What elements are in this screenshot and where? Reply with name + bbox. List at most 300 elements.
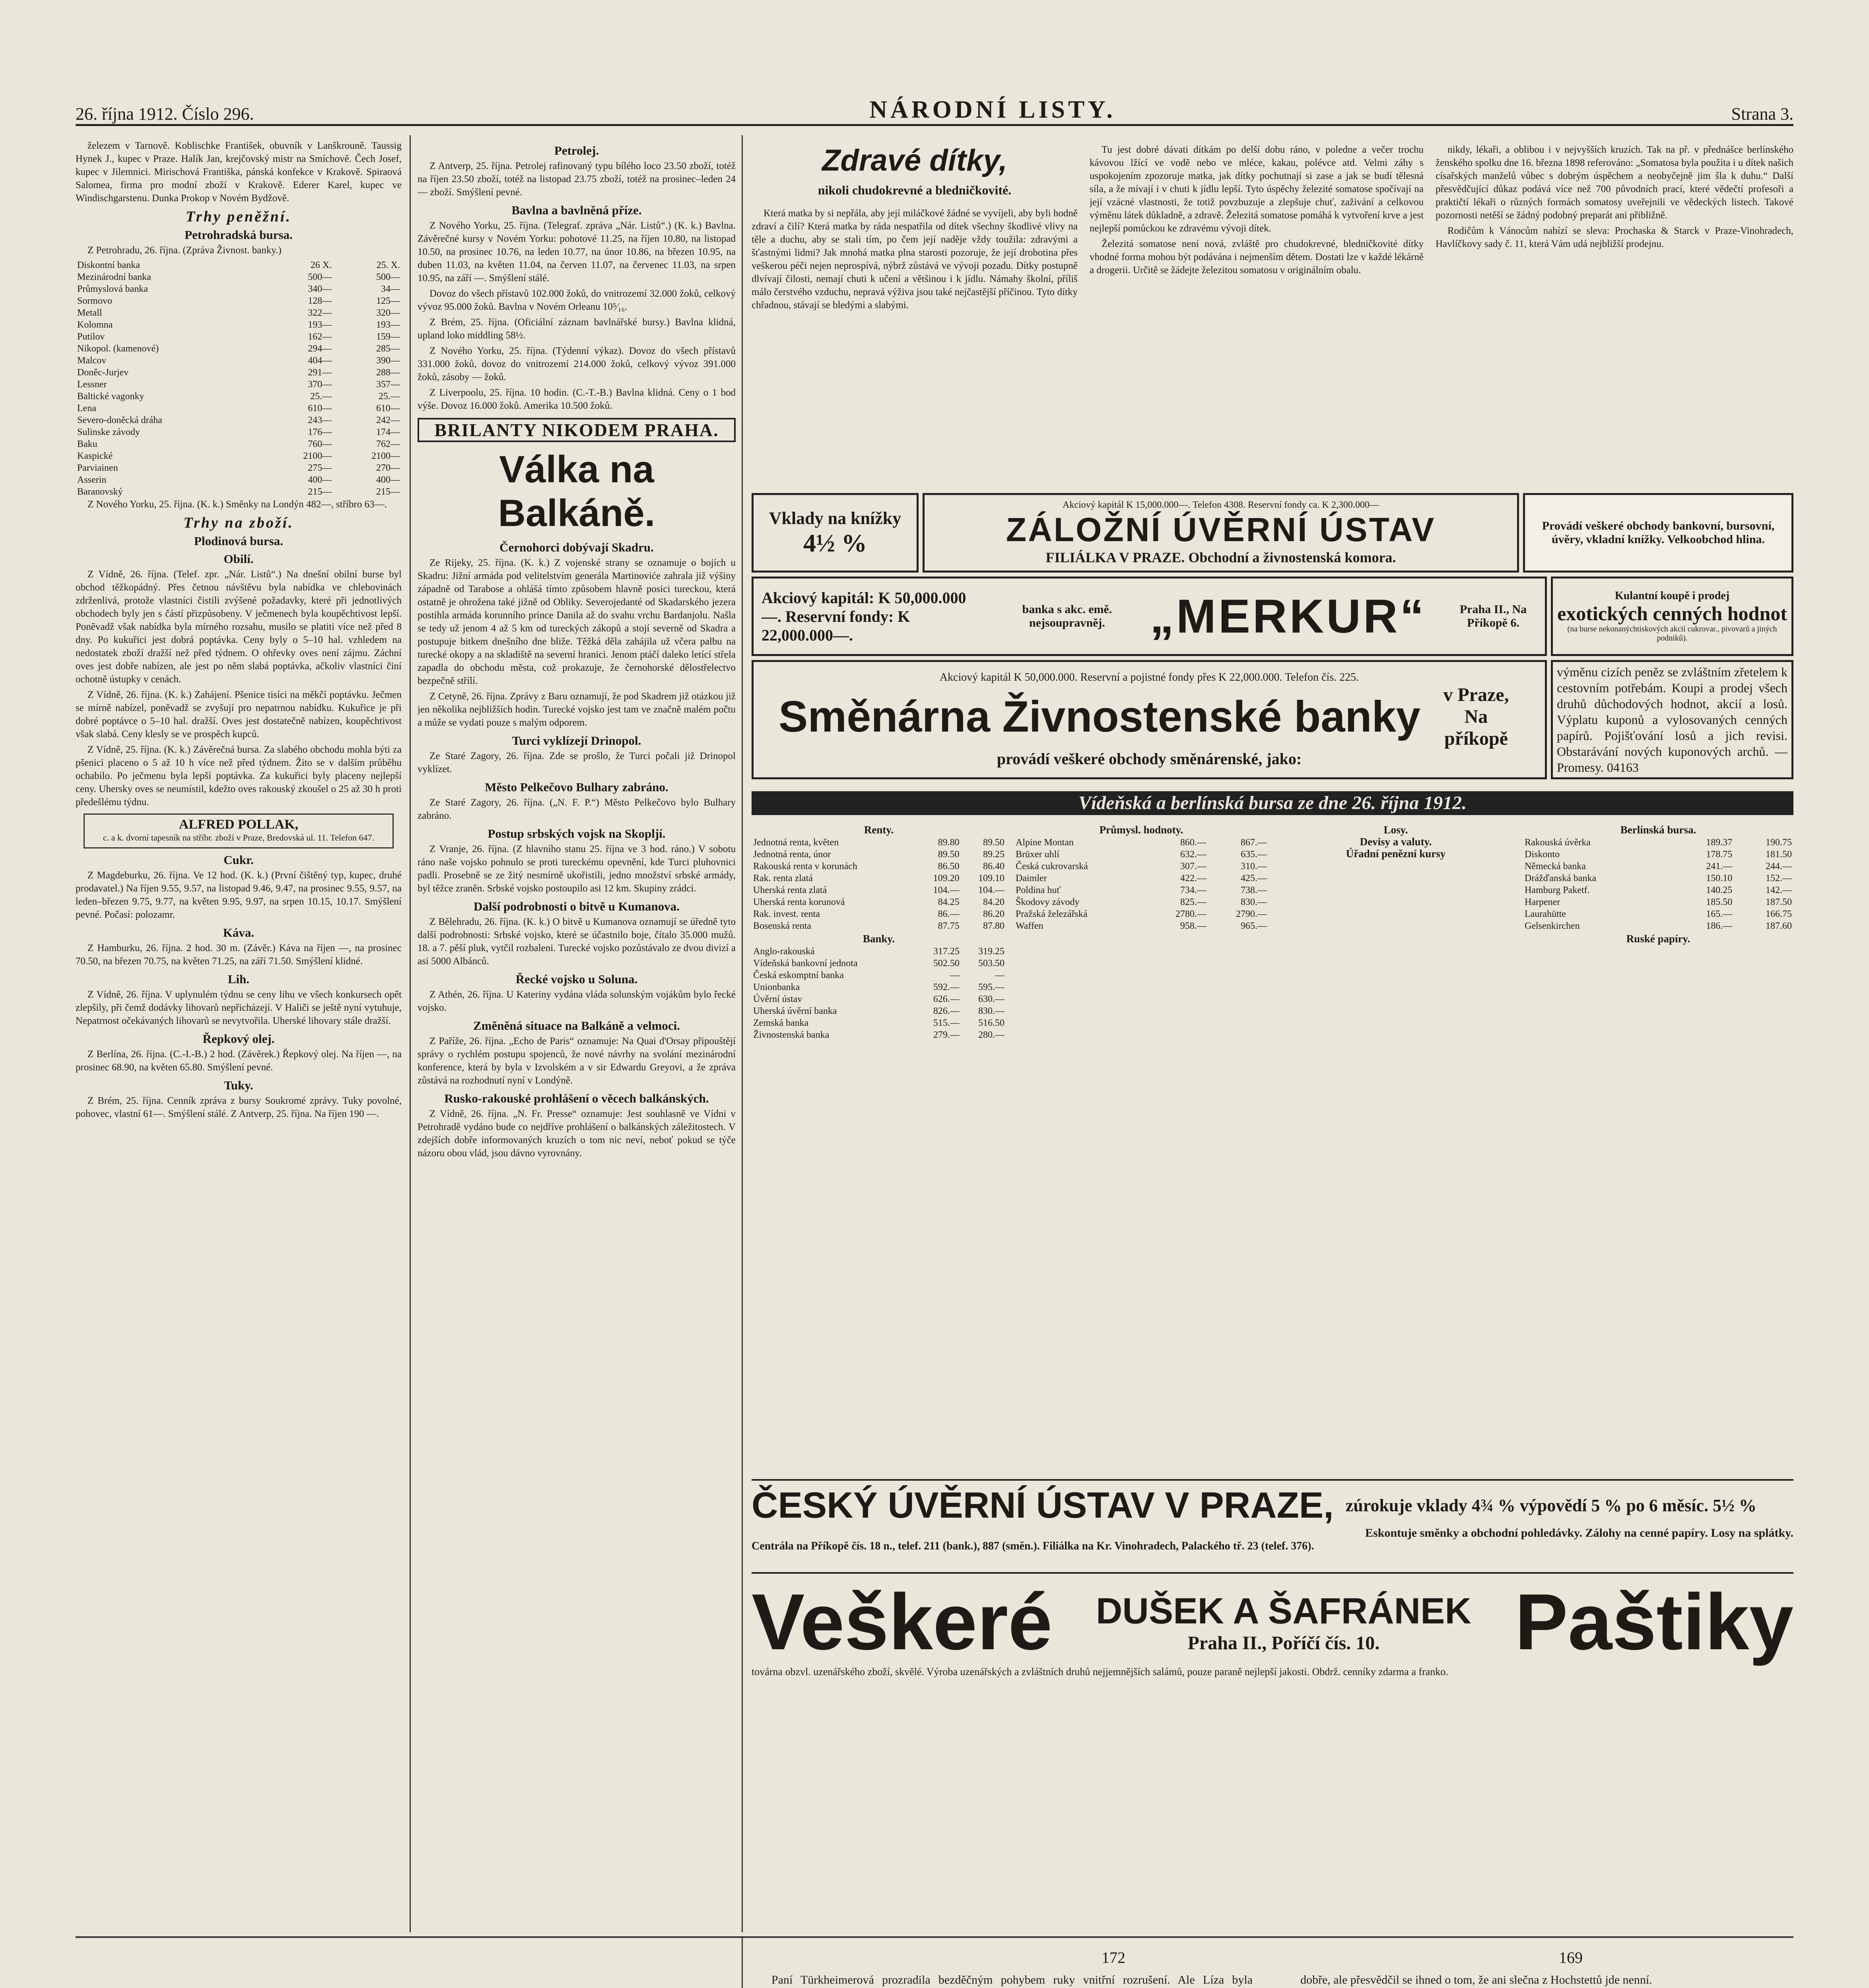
table-row (76, 331, 402, 343)
row-value: 370— (308, 379, 332, 390)
row-value: 610— (376, 403, 400, 414)
ad-text: banka s akc. emě. nejsoupravněj. (1022, 603, 1112, 629)
bursa-col-1 (752, 823, 1006, 1467)
table-row (752, 969, 1006, 981)
row-value: 860.— (1180, 837, 1206, 848)
article-text: Z Vídně, 26. října. (K. k.) Zahájení. Pšenice tisíci na měkčí poptávku. Ječmen se mírně nabízel, poněvadž se zvyšují pro nepatrnou nabídku. Kukuřice je při dobré poptávce o 5–10 hal. dražší. Oves jest dostatečně nabízen, koupěchtivost však slabá. Ceny klesly se ve prospěch kupců. (76, 689, 402, 740)
subsection-heading: Káva. (223, 926, 255, 940)
row-value: 320— (376, 308, 400, 318)
row-label: Diskontní banka (77, 260, 140, 270)
row-label: Mezinárodní banka (77, 272, 151, 282)
row-value: 86.— (938, 909, 960, 919)
table-row (1523, 860, 1793, 872)
row-value: 760— (308, 439, 332, 449)
row-value: 159— (376, 332, 400, 342)
war-headline: Válka na Balkáně. (498, 448, 655, 534)
row-label: Lessner (77, 379, 107, 390)
row-value: 181.50 (1766, 849, 1792, 860)
table-row (76, 414, 402, 426)
ad-rate: 4½ % (803, 528, 867, 557)
row-label: Gelsenkirchen (1525, 921, 1580, 931)
table-row (752, 860, 1006, 872)
ad-title: ČESKÝ ÚVĚRNÍ ÚSTAV V PRAZE, (752, 1485, 1334, 1526)
bursa-col-4 (1523, 823, 1793, 1467)
row-label: Parviainen (77, 463, 118, 473)
row-value: 275— (308, 463, 332, 473)
table-row (1523, 837, 1793, 848)
section-rule (76, 1936, 1793, 1938)
row-value: 830.— (978, 1006, 1004, 1016)
table-heading: Berlínská bursa. (1620, 824, 1696, 836)
row-label: Nikopol. (kamenové) (77, 344, 159, 354)
table-row (76, 379, 402, 390)
row-value: 104.— (933, 885, 960, 895)
row-value: 243— (308, 415, 332, 425)
ad-place: v Praze, Na příkopě (1443, 684, 1509, 749)
row-label: Zemská banka (753, 1018, 809, 1028)
row-value: 176— (308, 427, 332, 437)
zalozni-ad (923, 493, 1519, 573)
row-label: Sormovo (77, 296, 113, 306)
table-row (1523, 872, 1793, 884)
article-text: Z Nového Yorku, 25. října. (Telegraf. zpráva „Nár. Listů“.) (K. k.) Bavlna. Závěrečné kursy v Novém Yorku: pohotové 11.25, na říjen 10.80, na listopad 10.50, na prosinec 10.76, na leden 10.77, na únor 10.86, na březen 10.95, na duben 11.03, na květen 11.04, na červen 11.07, na červenec 11.03, na srpen 10.95, na září —. Smýšlení stálé. (418, 220, 736, 283)
column-left (76, 139, 402, 1928)
column-rule (410, 135, 411, 1932)
ditky-column-3 (1436, 143, 1793, 485)
article-text: Dovoz do všech přístavů 102.000 žoků, do vnitrozemí 32.000 žoků, celkový vývoz 95.000 žoků. Bavlna v Novém Orleanu 10⁵⁄₁₆. (418, 288, 736, 312)
table-row (1523, 884, 1793, 896)
row-label: Vídeňská bankovní jednota (753, 958, 858, 969)
row-value: 294— (308, 344, 332, 354)
column-rule (742, 135, 743, 1932)
row-value: 503.50 (978, 958, 1004, 969)
row-value: 193— (376, 320, 400, 330)
row-label: Rak. renta zlatá (753, 873, 813, 883)
row-value: 178.75 (1706, 849, 1733, 860)
table-row (76, 355, 402, 367)
row-value: 502.50 (933, 958, 960, 969)
alfred-pollak-ad (84, 813, 394, 848)
subsection-heading: Řepkový olej. (202, 1032, 275, 1046)
bursa-col-3 (1276, 823, 1515, 1467)
row-value: 187.60 (1766, 921, 1792, 931)
table-heading: Banky. (863, 933, 895, 945)
subsection-heading: Další podrobnosti o bitvě u Kumanova. (474, 899, 680, 913)
banky-table (752, 945, 1006, 1041)
story-paragraph: dobře, ale přesvědčil se ihned o tom, že ani slečna z Hochstettů jde nenní. (1300, 1973, 1652, 1986)
article-text: Která matka by si nepřála, aby její miláčkové žádné se vyvíjeli, aby byli hodně zdraví a čilí? Která matka by ráda nespatřila od dítek všechny škodlivé vlivy na těle a duchu, aby se stali tím, po čem její naděje vždy toužila: zdravými a šťastnými lidmi? Jak mnohá matka plna starosti pozoruje, že její drobotina přes veškerou péči nejen neprospívá, nýbrž zůstává ve vývoji pozadu. Dítky postupně dlvívají čilosti, nemají chuti k učení a většinou i k jídlu. Námahy školní, příliš málo čerstvého vzduchu, nepravá výživa jsou také nejčastější příčinou. Tyto dítky chřadnou, stávají se bledými a slabými. (752, 208, 1078, 311)
subsection-heading: Cukr. (223, 853, 254, 867)
ad-text: provádí veškeré obchody směnárenské, jako: (997, 750, 1302, 768)
dusek-ad (752, 1578, 1793, 1706)
row-value: 86.40 (983, 861, 1004, 872)
row-value: 826.— (933, 1006, 960, 1016)
row-label: Doněc-Jurjev (77, 367, 129, 378)
row-label: Asserin (77, 475, 107, 485)
row-value: 89.25 (983, 849, 1004, 860)
row-value: 2780.— (1175, 909, 1206, 919)
row-value: 125— (376, 296, 400, 306)
bursa-title: Vídeňská a berlínská bursa ze dne 26. října 1912. (752, 791, 1793, 815)
row-label: Metall (77, 308, 102, 318)
article-text: Z Brém, 25. října. Cenník zpráva z bursy Soukromé zprávy. Tuky povolné, pohovec, vlastní 61—. Smýšlení stálé. Z Antverp, 25. října. Na říjen 190 —. (76, 1095, 402, 1119)
row-label: Uherská úvěrní banka (753, 1006, 837, 1016)
article-text: Rodičům k Vánocům nabízí se sleva: Prochaska & Starck v Praze-Vinohradech, Havlíčkovy sady č. 11, která Vám udá nejbližší prodejnu. (1436, 225, 1793, 249)
row-label: Sulinske závody (77, 427, 140, 437)
row-value: 357— (376, 379, 400, 390)
row-label: Jednotná renta, květen (753, 837, 839, 848)
ad-text: továrna obzvl. uzenářského zboží, skvělé. Výroba uzenářských a zvláštních druhů nejjemnějších salámů, pouze paraně nejlepší jakosti. Obdrž. cenníky zdarma a franko. (752, 1666, 1448, 1677)
row-value: 595.— (978, 982, 1004, 992)
article-text: Z Vídně, 26. října. „N. Fr. Presse“ oznamuje: Jest souhlasně ve Vídni v Petrohradě vydáno bude co nejdříve prohlášení o balkánských záležitostech. V zdejších dobře informovaných kruzích o tom nic neví, neboť pokud se týče názoru obou vlád, jsou dávno vyrovnány. (418, 1109, 736, 1159)
row-value: 84.20 (983, 897, 1004, 907)
article-text: Z Brém, 25. října. (Oficiální záznam bavlnářské bursy.) Bavlna klidná, upland loko middling 58½. (418, 317, 736, 341)
ad-text: (na burse nekonanýchtiskových akcií cukrovar., pivovarů a jiných podniků). (1567, 625, 1777, 643)
section-heading: Trhy na zboží. (183, 514, 294, 531)
row-value: 25. X. (376, 260, 400, 270)
row-value: 630.— (978, 994, 1004, 1004)
table-row (752, 993, 1006, 1005)
column-second (418, 139, 736, 1928)
row-label: Waffen (1016, 921, 1043, 931)
masthead-page: Strana 3. (1731, 104, 1793, 124)
row-value: 500— (308, 272, 332, 282)
row-value: 244.— (1766, 861, 1792, 872)
row-label: Alpine Montan (1016, 837, 1074, 848)
ad-address: Centrála na Příkopě čís. 18 n., telef. 211 (bank.), 887 (směn.). Filiálka na Kr. Vinohradech, Palackého tř. 23 (telef. 376). (752, 1540, 1314, 1552)
row-value: 109.20 (933, 873, 960, 883)
vklady-ad (752, 493, 919, 573)
row-value: 89.80 (938, 837, 960, 848)
table-row (752, 1017, 1006, 1029)
row-value: 285— (376, 344, 400, 354)
table-row (76, 295, 402, 307)
table-row (76, 402, 402, 414)
article-text: Z Vídně, 25. října. (K. k.) Závěrečná bursa. Za slabého obchodu mohla býti za pšenici placeno o 5 až 10 h více než před týdnem. Žito se v dalším průběhu ochabilo. Po ječmenu byla lepší poptávka. Za kukuřici byly placeny nejlepší ceny. Uhersky oves se neumístil, kdežto oves rakouský zkoušel o 25 až 30 h proti předešlému týdnu. (76, 744, 402, 808)
ad-title: Vklady na knížky (769, 508, 901, 528)
renty-table (752, 837, 1006, 932)
row-label: Živnostenská banka (753, 1030, 830, 1040)
table-row (76, 390, 402, 402)
row-value: — (950, 970, 960, 980)
row-value: 166.75 (1766, 909, 1792, 919)
row-value: 319.25 (978, 946, 1004, 957)
row-value: 2100— (303, 451, 332, 461)
subsection-heading: Lih. (227, 972, 250, 986)
ad-brand: DUŠEK A ŠAFRÁNEK (1096, 1591, 1471, 1631)
row-value: 958.— (1180, 921, 1206, 931)
row-value: 89.50 (983, 837, 1004, 848)
row-label: Anglo-rakouská (753, 946, 815, 957)
row-label: Putilov (77, 332, 105, 342)
row-value: 162— (308, 332, 332, 342)
table-row (1014, 908, 1269, 920)
article-text: Ze Staré Zagory, 26. října. Zde se prošlo, že Turci počali již Drinopol vyklízet. (418, 751, 736, 775)
table-row (76, 283, 402, 295)
ditky-subheadline: nikoli chudokrevné a bledničkovité. (818, 183, 1012, 197)
row-value: 390— (376, 355, 400, 366)
table-row (1014, 896, 1269, 908)
row-value: 404— (308, 355, 332, 366)
row-label: Česká cukrovarská (1016, 861, 1088, 872)
row-label: Baranovský (77, 487, 123, 497)
table-row (1523, 896, 1793, 908)
row-label: Severo-doněcká dráha (77, 415, 162, 425)
ditky-column-1 (752, 207, 1078, 485)
row-value: 109.10 (978, 873, 1004, 883)
row-label: Drážďanská banka (1525, 873, 1597, 883)
subsection-heading: Petrolej. (554, 144, 599, 157)
article-text: Z Petrohradu, 26. října. (Zpráva Živnost. banky.) (87, 245, 282, 256)
table-row (76, 426, 402, 438)
subsection-heading: Postup srbských vojsk na Skopljí. (488, 827, 666, 841)
ad-title: Veškeré (752, 1578, 1053, 1666)
row-label: Úvěrní ústav (753, 994, 802, 1004)
row-value: 174— (376, 427, 400, 437)
subsection-heading: Černohorci dobývají Skadru. (499, 540, 654, 554)
ad-text: FILIÁLKA V PRAZE. Obchodní a živnostenská komora. (1045, 549, 1396, 565)
ad-title: ZÁLOŽNÍ ÚVĚRNÍ ÚSTAV (1006, 511, 1436, 548)
article-text: Železitá somatose není nová, zvláště pro chudokrevné, bledničkovité dítky vhodné forma mohou být podávána i nejmenším dětem. Dostati lze v každé lékárně a drogerii. Určitě se žádejte železitou somatosu v originálním obalu. (1090, 239, 1424, 276)
table-heading: Ruské papíry. (1626, 933, 1690, 945)
masthead-date: 26. října 1912. Číslo 296. (76, 104, 254, 124)
row-value: 34— (381, 284, 400, 294)
row-label: Unionbanka (753, 982, 800, 992)
subsection-heading: Petrohradská bursa. (185, 228, 293, 242)
table-row (752, 945, 1006, 957)
row-value: 270— (376, 463, 400, 473)
row-value: 610— (308, 403, 332, 414)
ad-title: ALFRED POLLAK, (179, 817, 299, 832)
row-value: 279.— (933, 1030, 960, 1040)
table-row (1014, 837, 1269, 848)
row-value: 87.75 (938, 921, 960, 931)
row-value: 762— (376, 439, 400, 449)
article-text: Ze Rijeky, 25. října. (K. k.) Z vojenské strany se oznamuje o bojích u Skadru: Jižní armáda pod velitelstvím generála Martinoviće zahrala již výšiny západně od Tarabose a ohlášá tímto způsobem hlavně posici tureckou, která ostatně je ohrožena také jižně od Obliky. Severojedanté od Skadarského jezera postihla armáda korunního prince Danila až do svahu vrchu Bardanjolu. Našla se tedy už jenom 4 až 5 km od tureckých zákopů a stojí severně od Skadra a postupuje bitkem dnešního dne bliže. Těžká děla zahájila už včera palbu na turecké okopy a na skladiště na severní hranici. Jenom ptáčí daleko letící střela zapadla do obchodu města, což prokazuje, že černohorské dělostřelectvo bezpečně střílí. (418, 557, 736, 686)
row-value: 2790.— (1236, 909, 1267, 919)
subsection-heading: Město Pelkečovo Bulhary zabráno. (485, 780, 668, 794)
ad-caption: Akciový kapitál: K 50,000.000—. Reservní fondy: K 22,000.000—. (762, 588, 966, 644)
masthead (76, 92, 1793, 126)
table-row (76, 343, 402, 355)
row-label: Daimler (1016, 873, 1047, 883)
article-text: Z Athén, 26. října. U Kateriny vydána vláda solunským vojákům bylo řecké vojsko. (418, 989, 736, 1013)
bursa-col-2 (1014, 823, 1269, 1467)
merkur-ad (752, 577, 1547, 656)
row-value: 307.— (1180, 861, 1206, 872)
row-value: 626.— (933, 994, 960, 1004)
article-text: Z Cetyně, 26. října. Zprávy z Baru oznamují, že pod Skadrem již otázkou již jen několika nejbližších hodin. Turecké vojsko jest tam ve značně malém počtu a může se vydati pouze s malým odporem. (418, 691, 736, 728)
table-row (76, 271, 402, 283)
row-label: Jednotná renta, únor (753, 849, 831, 860)
table-row (76, 307, 402, 319)
side-ad: Provádí veškeré obchody bankovní, bursovní, úvěry, vkladní knížky. Velkoobchod hlina. (1523, 493, 1793, 573)
article-text: železem v Tarnově. Koblischke František, obuvník v Lanškrouně. Taussig Hynek J., kupec v Praze. Halík Jan, krejčovský mistr na Smíchově. Čech Josef, kupec v Jilemnici. Mirischová Františka, pánská konfekce v Krakově. Spiraová Salomea, firma pro modní zboží v Krakově. Ederer Karel, kupec ve Windischgarstenu. Dunka Prokop v Novém Bydžově. (76, 140, 402, 204)
ditky-column-2 (1090, 143, 1424, 485)
article-text: Ze Staré Zagory, 26. října. („N. F. P.“) Město Pelkečovo bylo Bulhary zabráno. (418, 797, 736, 821)
row-value: 86.50 (938, 861, 960, 872)
row-label: Rak. invest. renta (753, 909, 820, 919)
table-row (752, 872, 1006, 884)
table-row (752, 837, 1006, 848)
table-row (752, 896, 1006, 908)
row-value: 142.— (1766, 885, 1792, 895)
table-heading: Renty. (864, 824, 894, 836)
row-value: 422.— (1180, 873, 1206, 883)
row-value: 317.25 (933, 946, 960, 957)
article-text: Z Berlína, 26. října. (C.-I.-B.) 2 hod. (Závěrek.) Řepkový olej. Na říjen —, na prosinec 68.90, na květen 65.80. Smýšlení pevné. (76, 1049, 402, 1073)
table-row (752, 848, 1006, 860)
row-value: 215— (308, 487, 332, 497)
berlin-table (1523, 837, 1793, 932)
subsection-heading: Turci vyklízejí Drinopol. (512, 734, 641, 747)
table-row (1523, 848, 1793, 860)
ad-rate: zúrokuje vklady 4¾ % výpovědí 5 % po 6 měsíc. 5½ % (1345, 1496, 1756, 1515)
row-value: 632.— (1180, 849, 1206, 860)
row-value: 187.50 (1766, 897, 1792, 907)
row-label: Pražská železářská (1016, 909, 1088, 919)
row-value: 189.37 (1706, 837, 1733, 848)
table-row (752, 1029, 1006, 1041)
ad-text: Eskontuje směnky a obchodní pohledávky. Zálohy na cenné papíry. Losy na splátky. (1365, 1526, 1793, 1540)
row-label: Lena (77, 403, 96, 414)
row-value: 186.— (1706, 921, 1733, 931)
row-label: Poldina huť (1016, 885, 1061, 895)
row-value: 425.— (1241, 873, 1267, 883)
table-row (1014, 848, 1269, 860)
row-value: 738.— (1241, 885, 1267, 895)
article-text: Z Vídně, 26. října. (Telef. zpr. „Nár. Listů“.) Na dnešní obilní burse byl obchod těžkopádný. Přes četnou návštěvu byla nabídka ve chlebovinách zdrženlivá, protože vlastníci čistili zvýšené požadavky, které při jednotlivých obchodech byly jen s částí přizpůsobeny. V ječmenech byla koupěchtivost lepší. Poněvadž však nabídka byla mírného rozsahu, musilo se platiti více než před 8 dny. Po kukuřici jest dobrá poptávka. Ceny byly o 5–10 hal. vzhledem na nedostatek zboží dražší než před týdnem. O ohřevky oves není zájmu. Záchní oves jest dobře nabízen, ale jest po něm slabá poptávka, ačkoliv vlastníci činí ochotně ústupky v cenách. (76, 569, 402, 685)
row-value: 140.25 (1706, 885, 1733, 895)
row-value: 241.— (1706, 861, 1733, 872)
row-value: 104.— (978, 885, 1004, 895)
article-text: Z Nového Yorku, 25. října. (Týdenní výkaz). Dovoz do všech přístavů 331.000 žoků, dovoz do vnitrozemí 214.000 žoků, celkový vývoz 391.000 žoků, zásoby — žoků. (418, 346, 736, 382)
row-label: Kaspické (77, 451, 113, 461)
row-value: 291— (308, 367, 332, 378)
stock-table (76, 259, 402, 498)
article-text: Tu jest dobré dávati dítkám po delší dobu ráno, v poledne a večer trochu kávovou lžící ve vodě nebo ve mléce, kakau, polévce atd. Velmi záhy s uspokojením zpozoruje matka, jak dítky pochutnají si zase a jak se budí tělesná síla, a že mívají i v chuti k jídlu lepší. Tyto úspěchy železité somatose spočívají na její vzácné vlastnosti, že totiž povzbuzuje a zlepšuje chuť, zaživání a celkovou výměnu látek důkladně, a zdravě. Železitá somatose pomáhá k vytvoření krve a jest nejlepší pomůckou ke zdravému vývoji dítek. (1090, 144, 1424, 234)
row-label: Německá banka (1525, 861, 1586, 872)
row-label: Škodovy závody (1016, 897, 1080, 907)
row-value: 830.— (1241, 897, 1267, 907)
table-row (752, 920, 1006, 932)
story-paragraph: Paní Türkheimerová prozradila bezděčným pohybem ruky vnitřní rozrušení. Ale Líza byla (771, 1973, 1253, 1986)
row-value: 400— (376, 475, 400, 485)
row-value: 734.— (1180, 885, 1206, 895)
smenarna-ad (752, 660, 1547, 779)
ditky-headline: Zdravé dítky, (822, 144, 1008, 177)
table-row (752, 981, 1006, 993)
story-left (756, 1972, 1253, 1988)
table-row (76, 474, 402, 486)
row-label: Baku (77, 439, 97, 449)
ad-text: Praha II., Na Příkopě 6. (1459, 603, 1527, 629)
table-row (76, 259, 402, 271)
article-text: Z Liverpoolu, 25. října. 10 hodin. (C.-T.-B.) Bavlna klidná. Ceny o 1 bod výše. Dovoz 16.000 žoků. Amerika 10.500 žoků. (418, 387, 736, 411)
article-text: Z Vranje, 26. října. (Z hlavního stanu 25. října ve 3 hod. ráno.) V sobotu ráno naše vojsko pohnulo se proti tureckému opevnění, kde Turci pluhovnici padli. Prosebně se ze žitý nesmírně ukořistili, jedno množství srbské armády, byl těžce zraněn. Srbské vojsko postoupilo asi 12 km. Skupiny zrádci. (418, 844, 736, 894)
subsection-heading: Tuky. (224, 1078, 253, 1092)
row-label: Malcov (77, 355, 107, 366)
table-row (76, 319, 402, 331)
row-value: 500— (376, 272, 400, 282)
table-row (1523, 920, 1793, 932)
row-value: 215— (376, 487, 400, 497)
row-value: 310.— (1241, 861, 1267, 872)
row-value: 400— (308, 475, 332, 485)
cuvu-ad (752, 1479, 1793, 1574)
row-value: 86.20 (983, 909, 1004, 919)
row-value: 322— (308, 308, 332, 318)
row-value: 128— (308, 296, 332, 306)
row-value: 965.— (1241, 921, 1267, 931)
ad-text: c. a k. dvorní tapesník na stříbr. zboží v Praze, Bredovská ul. 11. Telefon 647. (103, 833, 375, 843)
table-heading: Losy. (1383, 824, 1408, 836)
row-value: 25.— (379, 391, 400, 402)
row-value: 2100— (371, 451, 400, 461)
table-heading: Úřadní penězní kursy (1346, 848, 1446, 860)
table-row (1523, 908, 1793, 920)
row-label: Průmyslová banka (77, 284, 148, 294)
article-text: Z Paříže, 26. října. „Echo de Paris“ oznamuje: Na Quai d'Orsay připouštějí správy o rychlém postupu spojenců, že nové návrhy na svolání mezinárodní konference, která by byla v Izvolském a v sir Edwardu Greyovi, a že zpráva zůstává na rozhodnutí nyní v Londýně. (418, 1036, 736, 1086)
row-value: 867.— (1241, 837, 1267, 848)
table-row (752, 1005, 1006, 1017)
row-value: — (995, 970, 1004, 980)
page-number-right: 169 (1559, 1949, 1583, 1967)
ad-caption: Akciový kapitál K 15,000.000—. Telefon 4308. Reservní fondy ca. K 2,300.000— (1063, 500, 1379, 510)
row-label: Diskonto (1525, 849, 1560, 860)
ad-title-2: Paštiky (1515, 1578, 1793, 1666)
page-number-left: 172 (1102, 1949, 1125, 1967)
ad-caption: Kulantní koupě i prodej (1614, 590, 1730, 602)
article-text: Z Magdeburku, 26. října. Ve 12 hod. (K. k.) (První čištěný typ, kupec, druhé prodavatel.) Na říjen 9.55, 9.57, na listopad 9.46, 9.47, na prosinec 9.55, 9.57, na leden–březen 9.75, 9.77, na květen 9.95, 9.97, na srpen 10.15, 10.17. Smýšlení pevné. Počasí: polozamr. (76, 870, 402, 920)
row-value: 25.— (310, 391, 332, 402)
column-rule (742, 1936, 743, 1988)
ad-address: Praha II., Poříčí čís. 10. (1187, 1633, 1380, 1654)
row-label: Laurahütte (1525, 909, 1566, 919)
subsection-heading: Plodinová bursa. (194, 534, 283, 548)
row-value: 193— (308, 320, 332, 330)
subsection-heading: Změněná situace na Balkáně a velmoci. (473, 1019, 680, 1033)
subsection-heading: Bavlna a bavlněná příze. (511, 203, 642, 217)
ad-title: „MERKUR“ (1150, 590, 1426, 643)
row-label: Česká eskomptní banka (753, 970, 844, 980)
row-value: 84.25 (938, 897, 960, 907)
article-text: nikdy, lékaři, a oblibou i v nejvyšších kruzích. Tak na př. v přednášce berlínského ženského spolku dne 16. března 1898 referováno: „Somatosa byla použita i u dítek našich císařských manželů vůbec s dobrým úspěchem a neobyčejně jim šla k duhu.“ Další přesvědčující důkaz podává více než 700 původních prací, které vědečtí profesoři a praktičtí lékaři o různých formách somatosy uveřejnili ve vědeckých listech. Takové pozornosti netěší se žádný podobný preparát ani přibližně. (1436, 144, 1793, 221)
row-value: 340— (308, 284, 332, 294)
table-row (752, 957, 1006, 969)
row-value: 190.75 (1766, 837, 1792, 848)
row-value: 288— (376, 367, 400, 378)
masthead-title: NÁRODNÍ LISTY. (869, 96, 1116, 123)
table-row (752, 908, 1006, 920)
row-value: 635.— (1241, 849, 1267, 860)
row-label: Kolomna (77, 320, 113, 330)
row-label: Baltické vagonky (77, 391, 144, 402)
row-label: Bosenská renta (753, 921, 811, 931)
prum-table (1014, 837, 1269, 932)
row-value: 242— (376, 415, 400, 425)
row-value: 165.— (1706, 909, 1733, 919)
table-row (76, 486, 402, 498)
article-text: Z Nového Yorku, 25. října. (K. k.) Směnky na Londýn 482—, stříbro 63—. (87, 499, 387, 510)
story-right (1284, 1972, 1789, 1988)
subsection-heading: Obilí. (223, 552, 254, 566)
table-row (76, 367, 402, 379)
row-value: 825.— (1180, 897, 1206, 907)
brilanty-ad: BRILANTY NIKODEM PRAHA. (418, 418, 736, 442)
row-value: 150.10 (1706, 873, 1733, 883)
row-value: 592.— (933, 982, 960, 992)
